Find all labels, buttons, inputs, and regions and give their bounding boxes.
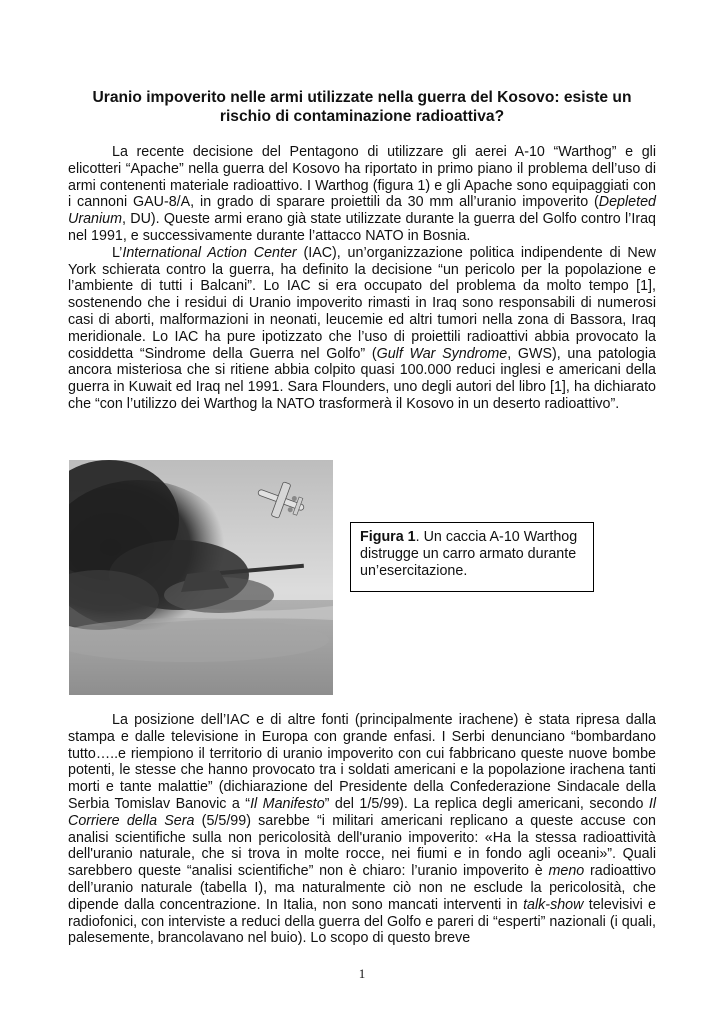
intro-text bbox=[68, 144, 656, 413]
paragraph-3: La posizione dell’IAC e di altre fonti (principalmente irachene) è stata ripresa dalla stampa e dalle televisione in Europa con grande enfasi. I Serbi denunciano “bombardano tutto…..e riempiono il territorio di uranio impoverito con cui fabbricano queste nuove bombe potenti, le stesse che hanno provocato tra i soldati americani e la popolazione irachena tanti morti e tante malattie” (dichiarazione del Presidente della Confederazione Sindacale della Serbia Tomislav Banovic a “Il Manifesto” del 1/5/99). La replica degli americani, secondo Il Corriere della Sera (5/5/99) sarebbe “i militari americani replicano a queste accuse con analisi scientifiche sulla non pericolosità dell'uranio impoverito: «Ha la stessa radioattività dell'uranio naturale, che si trova in molte rocce, nei fiumi e in fondo agli oceani»”. Quali sarebbero queste “analisi scientifiche” non è chiaro: l’uranio impoverito è meno radioattivo dell’uranio naturale (tabella I), ma naturalmente ciò non ne esclude la pericolosità, che dipende dalla concentrazione. In Italia, non sono mancati interventi in talk-show televisivi e radiofonici, con interviste a reduci della guerra del Golfo e pareri di “esperti” nazionali (i quali, palesemente, brancolavano nel buio). Lo scopo di questo breve bbox=[68, 712, 657, 947]
caption-text: . Un caccia A-10 Warthog distrugge un carro armato durante un’esercitazione. bbox=[360, 529, 578, 579]
page-number: 1 bbox=[358, 966, 366, 981]
paragraph-1: La recente decisione del Pentagono di utilizzare gli aerei A-10 “Warthog” e gli elicotteri “Apache” nella guerra del Kosovo ha riportato in primo piano il problema dell’uso di armi contenenti materiale radioattivo. I Warthog (figura 1) e gli Apache sono equipaggiati con i cannoni GAU-8/A, in grado di sparare proiettili da 30 mm all’uranio impoverito (Depleted Uranium, DU). Queste armi erano già state utilizzate durante la guerra del Golfo contro l’Iraq nel 1991, e successivamente durante l’attacco NATO in Bosnia. bbox=[68, 144, 656, 244]
figure-1-caption bbox=[350, 522, 594, 592]
figure-1-photo bbox=[69, 460, 333, 695]
continued-text bbox=[68, 712, 656, 947]
article-title: Uranio impoverito nelle armi utilizzate nella guerra del Kosovo: esiste un rischio di contaminazione radioattiva? bbox=[92, 89, 632, 125]
caption-label: Figura 1 bbox=[360, 529, 416, 545]
paragraph-2: L’International Action Center (IAC), un’organizzazione politica indipendente di New York schierata contro la guerra, ha definito la decisione “un pericolo per la popolazione e l’ambiente di tutti i Balcani”. Lo IAC si era occupato del problema da molto tempo [1], sostenendo che i residui di Uranio impoverito rimasti in Iraq sono responsabili di numerosi casi di aborti, malformazioni in neonati, leucemie ed altri tumori nella zona di Bassora, Iraq meridionale. Lo IAC ha pure ipotizzato che l’uso di proiettili radioattivi abbia provocato la cosiddetta “Sindrome della Guerra nel Golfo” (Gulf War Syndrome, GWS), una patologia ancora misteriosa che si ritiene abbia colpito quasi 100.000 reduci inglesi e americani della guerra in Kuwait ed Iraq nel 1991. Sara Flounders, uno degli autori del libro [1], ha dichiarato che “con l’utilizzo dei Warthog la NATO trasformerà il Kosovo in un deserto radioattivo”. bbox=[68, 244, 656, 412]
